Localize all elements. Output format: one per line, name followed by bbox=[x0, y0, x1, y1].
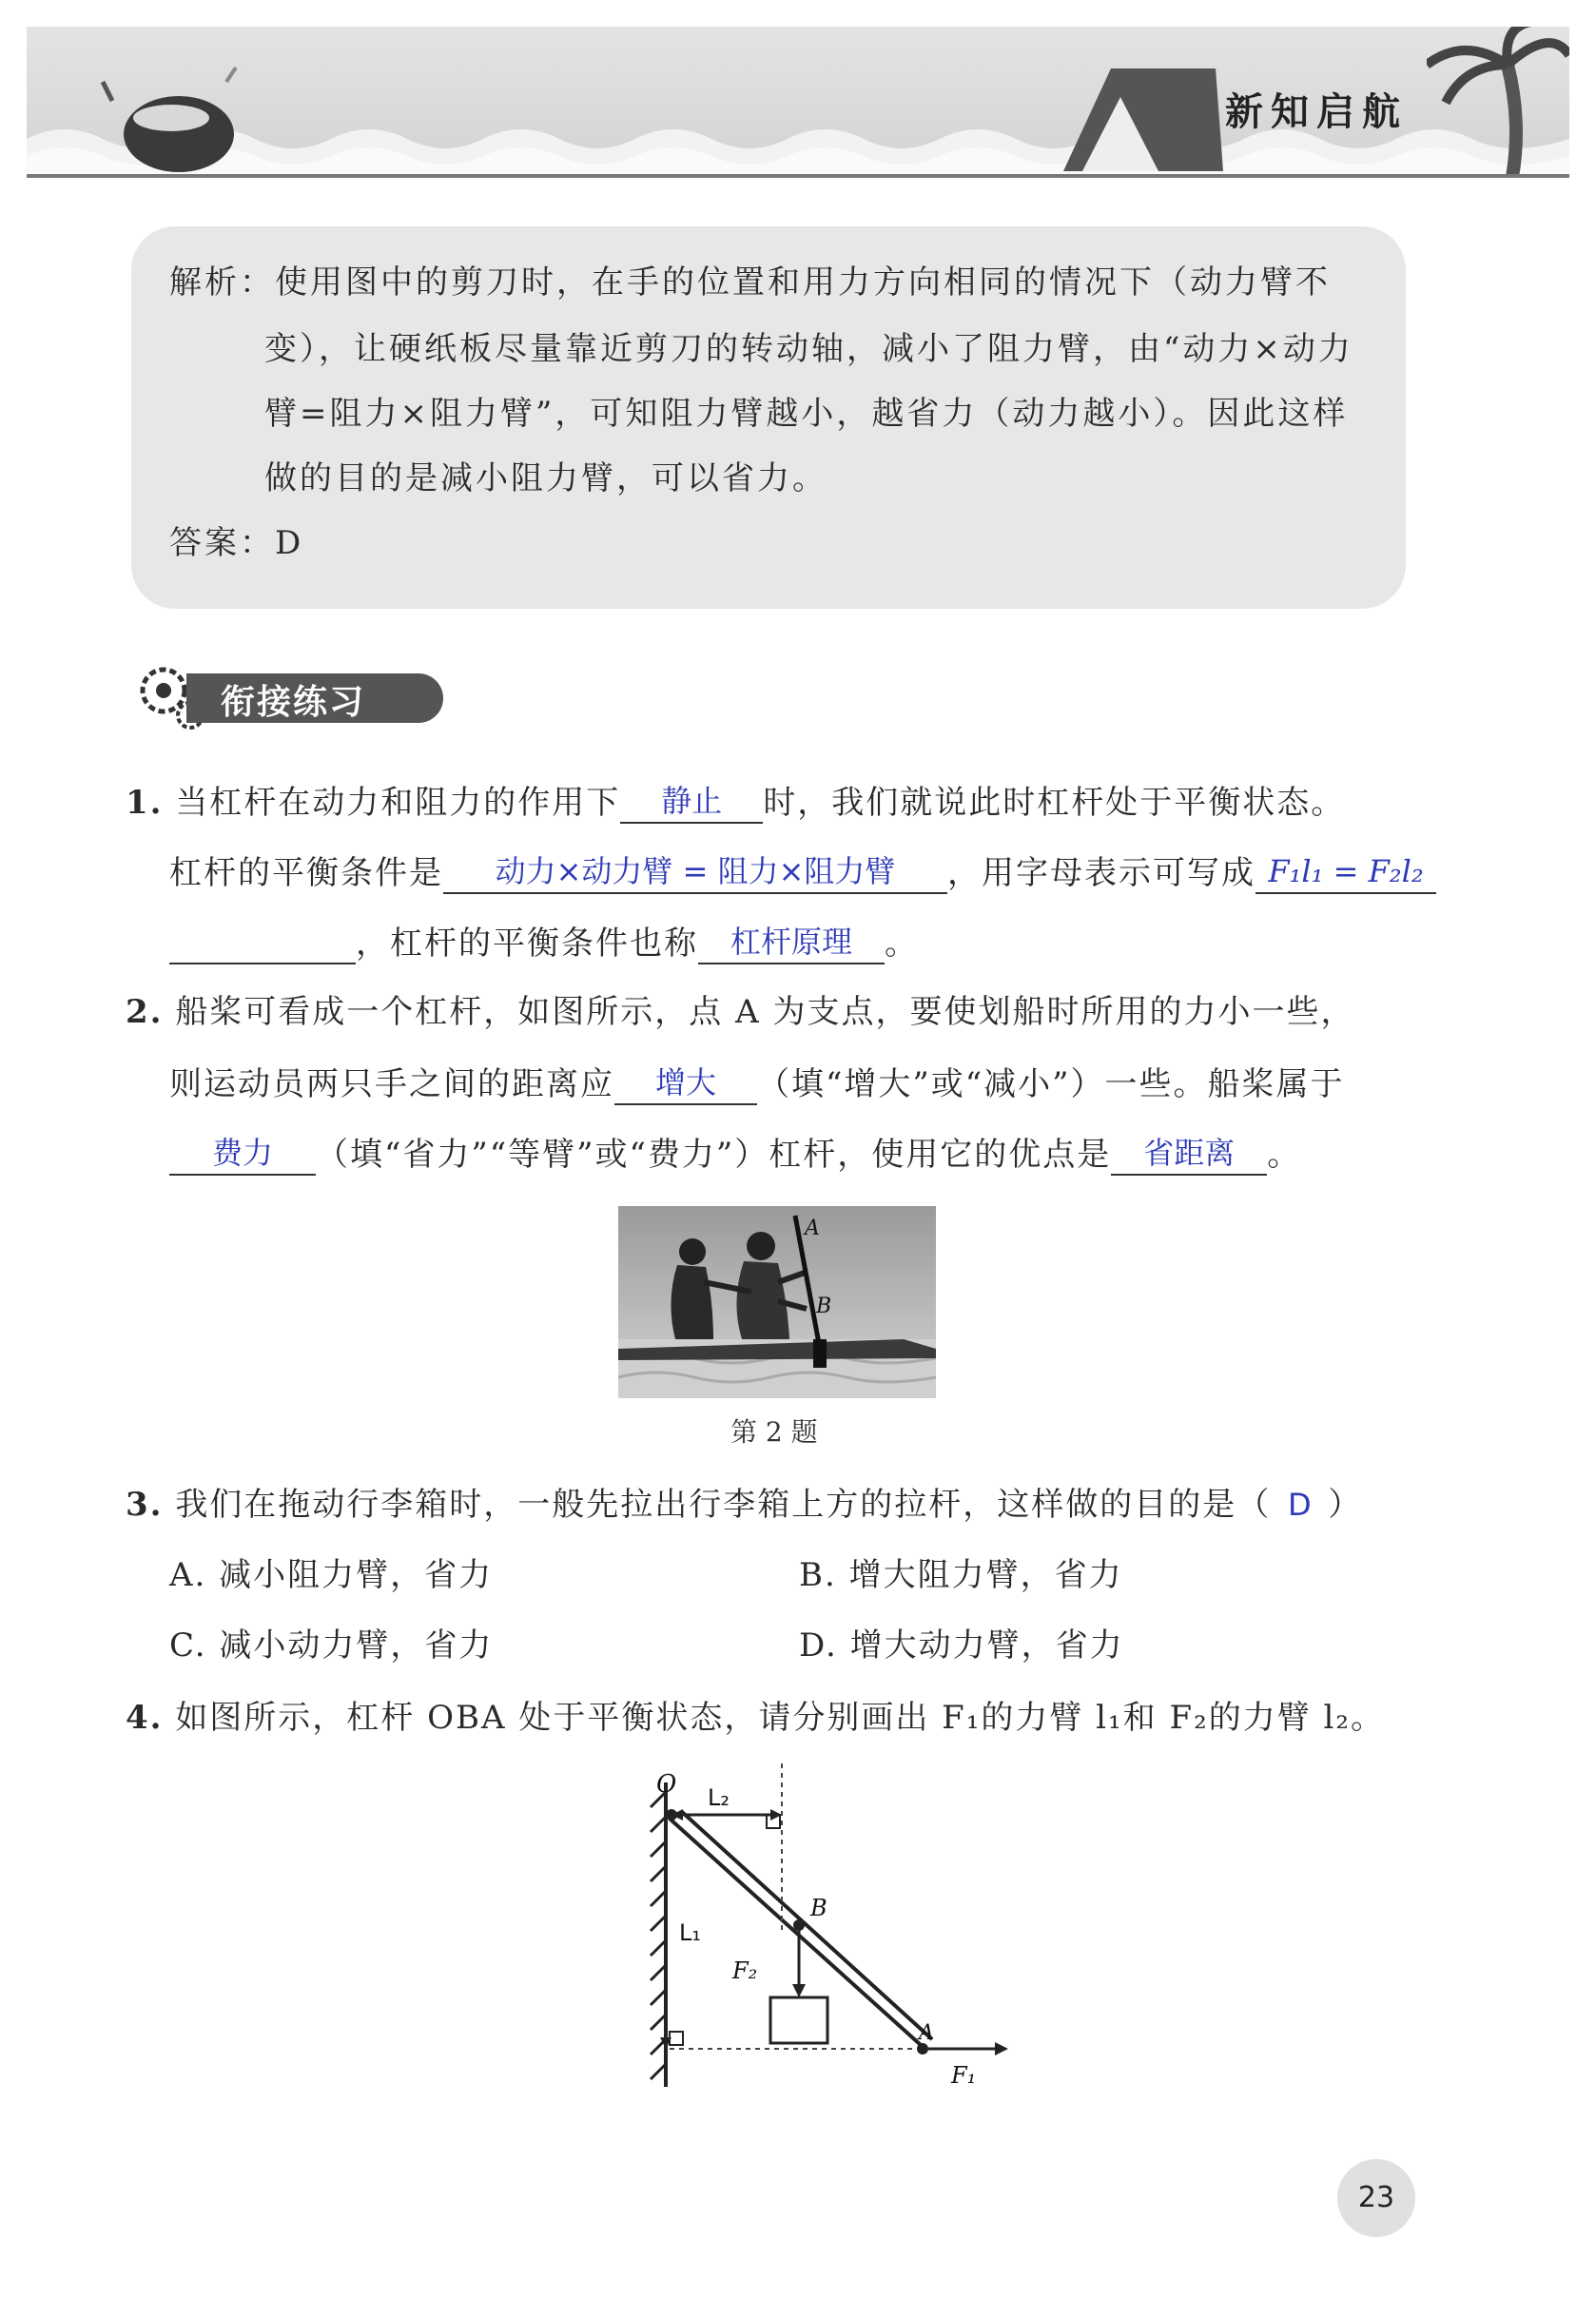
analysis-line: 变），让硬纸板尽量靠近剪刀的转动轴，减小了阻力臂，由“动力×动力 bbox=[264, 330, 1353, 368]
label-l1: L₁ bbox=[679, 1919, 701, 1946]
section-heading bbox=[129, 662, 443, 730]
q1-blank-4[interactable] bbox=[698, 921, 885, 964]
q2-text: （填“增大”或“减小”）一些。船桨属于 bbox=[757, 1065, 1345, 1103]
q1-answer-3: F₁l₁ = F₂l₂ bbox=[1268, 853, 1424, 889]
analysis-line: 做的目的是减小阻力臂，可以省力。 bbox=[264, 459, 827, 497]
q2-line1 bbox=[126, 991, 1354, 1033]
section-title: 衔接练习 bbox=[221, 683, 366, 722]
figure-caption: 第 2 题 bbox=[730, 1416, 818, 1448]
q1-line1 bbox=[126, 780, 1345, 824]
q1-line2 bbox=[169, 850, 1436, 894]
q4-text: 如图所示，杠杆 OBA 处于平衡状态，请分别画出 F₁的力臂 l₁和 F₂的力臂 l₂。 bbox=[175, 1699, 1386, 1737]
q3-answer[interactable]: D bbox=[1287, 1487, 1312, 1523]
analysis-line: 臂=阻力×阻力臂”，可知阻力臂越小，越省力（动力越小）。因此这样 bbox=[264, 395, 1349, 433]
q1-answer-2: 动力×动力臂 = 阻力×阻力臂 bbox=[495, 853, 896, 889]
q3-number: 3. bbox=[126, 1486, 164, 1524]
q1-answer-4: 杠杆原理 bbox=[730, 924, 852, 960]
header-banner bbox=[27, 27, 1569, 177]
q2-line2 bbox=[169, 1061, 1345, 1105]
q2-line3 bbox=[169, 1132, 1301, 1176]
label-b: B bbox=[810, 1895, 827, 1921]
label-a: A bbox=[919, 2021, 934, 2045]
q2-blank-1[interactable] bbox=[614, 1061, 757, 1105]
q4-number: 4. bbox=[126, 1699, 164, 1737]
q1-text: 。 bbox=[885, 925, 919, 963]
label-f2: F₂ bbox=[732, 1957, 758, 1984]
tent-icon bbox=[1054, 59, 1225, 173]
q3-text: 我们在拖动行李箱时，一般先拉出行李箱上方的拉杆，这样做的目的是（ bbox=[175, 1486, 1272, 1524]
q1-text: 当杠杆在动力和阻力的作用下 bbox=[175, 784, 621, 822]
label-f1: F₁ bbox=[951, 2062, 977, 2089]
rowing-photo bbox=[618, 1206, 936, 1398]
q2-answer-3: 省距离 bbox=[1143, 1135, 1236, 1171]
q3-option-d: D. 增大动力臂，省力 bbox=[799, 1626, 1124, 1665]
q1-number: 1. bbox=[126, 784, 164, 822]
palm-tree-icon bbox=[1427, 27, 1569, 177]
page-number: 23 bbox=[1337, 2159, 1415, 2237]
coconut-icon bbox=[93, 63, 245, 177]
q1-text: 时，我们就说此时杠杆处于平衡状态。 bbox=[763, 784, 1346, 822]
q1-blank-1[interactable] bbox=[620, 780, 763, 824]
q2-text: 船桨可看成一个杠杆，如图所示，点 A 为支点，要使划船时所用的力小一些， bbox=[175, 993, 1355, 1031]
q2-text: （填“省力”“等臂”或“费力”）杠杆，使用它的优点是 bbox=[316, 1136, 1112, 1174]
q1-text: ，杠杆的平衡条件也称 bbox=[356, 925, 698, 963]
photo-label-b: B bbox=[816, 1295, 832, 1318]
q1-answer-1: 静止 bbox=[661, 783, 723, 819]
q2-answer-2: 费力 bbox=[211, 1135, 273, 1171]
q3-option-a: A. 减小阻力臂，省力 bbox=[169, 1556, 494, 1594]
q2-text: 。 bbox=[1267, 1136, 1302, 1174]
banner-title: 新知启航 bbox=[1225, 90, 1408, 134]
q2-number: 2. bbox=[126, 993, 164, 1031]
banner-divider bbox=[27, 174, 1569, 178]
photo-label-a: A bbox=[805, 1217, 820, 1240]
q3-option-c: C. 减小动力臂，省力 bbox=[169, 1626, 494, 1665]
q1-text: ，用字母表示可写成 bbox=[947, 854, 1255, 892]
analysis-answer: 答案：D bbox=[169, 524, 304, 562]
q3-line1 bbox=[126, 1484, 1362, 1526]
label-o: O bbox=[656, 1770, 677, 1799]
q1-blank-2[interactable] bbox=[443, 850, 947, 894]
q2-blank-3[interactable] bbox=[1111, 1132, 1267, 1176]
analysis-line: 解析：使用图中的剪刀时，在手的位置和用力方向相同的情况下（动力臂不 bbox=[169, 263, 1331, 302]
q1-text: 杠杆的平衡条件是 bbox=[169, 854, 443, 892]
lever-diagram bbox=[628, 1763, 1027, 2106]
q2-blank-2[interactable] bbox=[169, 1132, 316, 1176]
analysis-box bbox=[131, 226, 1406, 609]
q4-line1 bbox=[126, 1697, 1385, 1739]
q1-blank-3[interactable] bbox=[1255, 850, 1436, 894]
q3-text: ） bbox=[1328, 1486, 1363, 1524]
label-l2: L₂ bbox=[708, 1784, 730, 1811]
q1-line3 bbox=[169, 921, 919, 964]
q2-answer-1: 增大 bbox=[654, 1064, 716, 1100]
q3-option-b: B. 增大阻力臂，省力 bbox=[799, 1556, 1123, 1594]
q1-blank-continuation bbox=[169, 921, 356, 964]
q2-text: 则运动员两只手之间的距离应 bbox=[169, 1065, 614, 1103]
